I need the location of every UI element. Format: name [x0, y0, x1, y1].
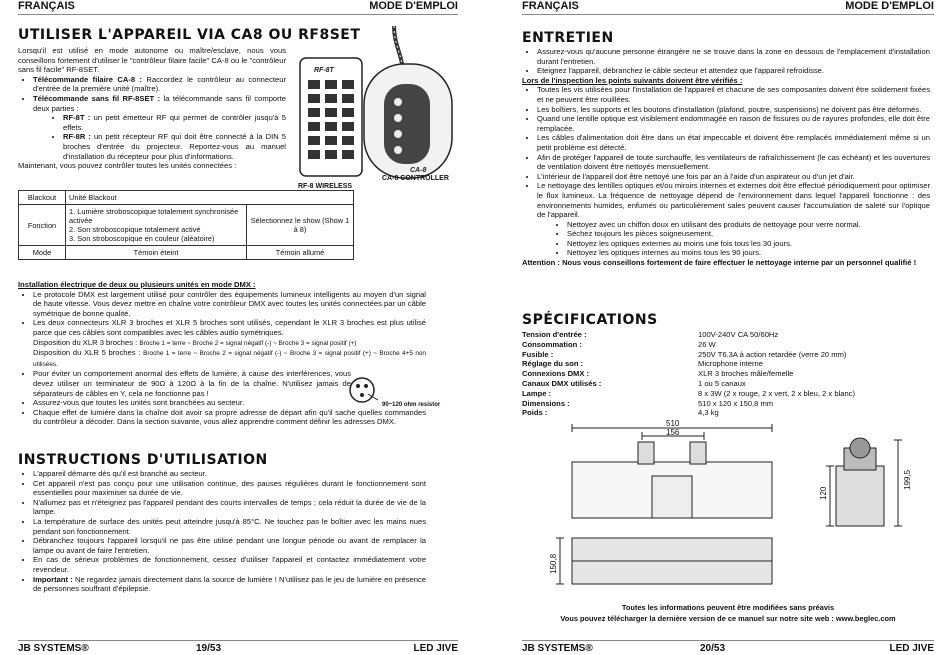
footer-model: LED JIVE	[413, 643, 458, 654]
spec-value: 100V-240V CA 50/60Hz	[698, 330, 779, 339]
list-item: • Séchez toujours les pièces soigneusement.	[567, 229, 930, 239]
connected-units-text: Maintenant, vous pouvez contrôler toutes les unités connectées :	[18, 161, 237, 171]
dimension-510: 510	[666, 419, 680, 428]
spec-row	[522, 399, 930, 409]
list-item: • Assurez-vous que toutes les unités sont branchées au secteur.	[33, 398, 351, 408]
maintenance-block	[522, 47, 930, 268]
spec-key: Poids :	[522, 408, 548, 418]
table-cell: Témoin éteint	[66, 246, 247, 260]
spec-key: Lampe :	[522, 388, 552, 398]
table-row	[19, 246, 354, 260]
footnote-changes: Toutes les informations peuvent être modifiées sans préavis	[621, 603, 835, 612]
list-item: • En cas de sérieux problèmes de fonctionnement, cessez d'utiliser l'appareil et contactez immédiatement votre revendeur.	[33, 555, 426, 574]
page-footer	[18, 640, 458, 655]
dimension-199-5: 199,5	[903, 469, 912, 490]
spec-key: Réglage du son :	[522, 359, 584, 369]
footer-model: LED JIVE	[889, 643, 934, 654]
list-item: • Le protocole DMX est largement utilisé pour contrôler des équipements lumineux intelligents au moyen d'un signal de haute vitesse. Vous devez mettre en chaîne votre contrôleur DMX avec toutes les unités connectées par un câble symétrique de bonne qualité.	[33, 290, 426, 319]
spec-key: Tension d'entrée :	[522, 330, 587, 339]
list-item: • Télécommande filaire CA-8 : Raccordez le contrôleur au connecteur d'entrée de la première unité (maître).	[33, 75, 286, 94]
rf8-brand: RF-8T	[314, 67, 334, 74]
svg-text:90~120 ohm resistor	[382, 402, 441, 408]
inspection-title: Lors de l'inspection les points suivants doivent être vérifiés :	[522, 75, 743, 85]
spec-key: Fusible :	[522, 349, 554, 359]
spec-key: Canaux DMX utilisés :	[522, 378, 602, 388]
list-item: • Nettoyez avec un chiffon doux en utilisant des produits de nettoyage pour verre normal.	[567, 220, 930, 230]
specifications-list	[522, 330, 930, 418]
spec-value: 8 x 3W (2 x rouge, 2 x vert, 2 x bleu, 2 x blanc)	[698, 388, 856, 398]
header-doc-type: MODE D'EMPLOI	[845, 0, 934, 12]
maintenance-list	[522, 47, 930, 76]
spec-value: 510 x 120 x 150,8 mm	[698, 398, 774, 408]
table-cell: Fonction	[19, 205, 66, 246]
left-page	[18, 0, 458, 654]
xlr-terminator-image	[348, 370, 441, 414]
footer-page-number: 19/53	[196, 643, 222, 654]
list-item: • Afin de protéger l'appareil de toute surchauffe, les ventilateurs de rafraîchissement (le cas échéant) et les ouvertures de ventilation doivent être nettoyés mensuellement.	[537, 153, 930, 172]
list-item: • Eteignez l'appareil, débranchez le câble secteur et attendez que l'appareil refroidisse.	[537, 66, 930, 76]
header-doc-type: MODE D'EMPLOI	[369, 0, 458, 12]
spec-row	[522, 359, 930, 369]
spec-row	[522, 369, 930, 379]
footer-brand: JB SYSTEMS®	[18, 643, 89, 654]
blackout-table	[18, 190, 354, 260]
list-item: • Débranchez toujours l'appareil lorsqu'il ne pas être utilisé pendant une longue période ou avant de remplacer la lampe ou avant de faire l'entretien.	[33, 536, 426, 555]
spec-value: 1 ou 5 canaux	[698, 378, 746, 388]
spec-value: 250V T6.3A à action retardée (verre 20 mm)	[698, 349, 847, 359]
instructions-list	[18, 469, 426, 594]
list-item: • N'allumez pas et n'éteignez pas l'appareil pendant des courts intervalles de temps ; cela réduit la durée de vie de la lampe.	[33, 498, 426, 517]
list-item: • Cet appareil n'est pas conçu pour une utilisation continue, des pauses régulières durant le fonctionnement sont essentielles pour maximiser sa durée de vie.	[33, 479, 426, 498]
spec-key: Dimensions :	[522, 398, 570, 408]
footer-page-number: 20/53	[700, 643, 726, 654]
header-language: FRANÇAIS	[522, 0, 579, 12]
dmx-list	[18, 290, 426, 338]
dimension-120: 120	[819, 486, 828, 500]
list-item: • Télécommande sans fil RF-8SET : la télécommande sans fil comporte deux parties : • RF-8T : un petit émetteur RF qui permet de contrôler jusqu'à 5 effets. • RF-8R : un petit récepteur RF qui doit être connecté à la DIN 5 broches d'entrée du projecteur. Reportez-vous au manuel d'installation du récepteur pour plus d'informations.	[33, 94, 286, 161]
dmx-list-2	[18, 369, 351, 407]
list-item: • Assurez-vous qu'aucune personne étrangère ne se trouve dans la zone en dessous de l'emplacement d'installation durant l'entretien.	[537, 47, 930, 66]
table-row	[19, 205, 354, 246]
ca8-controller	[364, 64, 452, 178]
xlr5-line: Disposition du XLR 5 broches : Broche 1 = terre ~ Broche 2 = signal négatif (-) ~ Broche 3 = signal positif (+) ~ Broche 4+5 non utilisées.	[33, 348, 426, 368]
ca8-intro-block	[18, 46, 286, 171]
remote-controllers-image	[294, 22, 454, 190]
xlr3-line: Disposition du XLR 3 broches : Broche 1 = terre ~ Broche 2 = signal négatif (-) ~ Broche 3 = signal positif (+)	[33, 337, 357, 347]
inspection-list	[522, 85, 930, 258]
page-footer	[522, 640, 934, 655]
spec-value: Microphone interne	[698, 359, 764, 369]
spec-value: 4,3 kg	[698, 408, 719, 418]
resistor-label: 90~120 ohm resistor	[382, 402, 441, 408]
list-item: • Quand une lentille optique est visiblement endommagée en raison de fissures ou de rayures profondes, elle doit être remplacée.	[537, 114, 930, 133]
section-title-maintenance: ENTRETIEN	[522, 30, 614, 46]
footnote-download: Vous pouvez télécharger la dernière version de ce manuel sur notre site web : www.beglec.com	[560, 614, 896, 623]
ca8-image-label: CA-8 CONTROLLER	[382, 175, 449, 182]
remote-list	[18, 75, 286, 161]
list-item: • Nettoyez les optiques internes au moins tous les 90 jours.	[567, 248, 930, 258]
spec-value: 26 W	[698, 339, 716, 349]
instructions-block	[18, 469, 426, 594]
dimension-156: 156	[666, 428, 680, 437]
spec-row	[522, 408, 930, 418]
dimension-150-8: 150,8	[549, 553, 558, 574]
rf8-image-label: RF-8 WIRELESS	[298, 183, 353, 190]
table-cell: 1. Lumière stroboscopique totalement synchronisée activée 2. Son stroboscopique totalement activé 3. Son stroboscopique en couleur (aléatoire)	[66, 205, 247, 246]
list-item: • Toutes les vis utilisées pour l'installation de l'appareil et chacune de ses composantes doivent être solidement fixées et ne peuvent être rouillées.	[537, 85, 930, 104]
table-cell: Blackout	[19, 191, 66, 205]
table-cell: Sélectionnez le show (Show 1 à 8)	[247, 205, 354, 246]
intro-text: Lorsqu'il est utilisé en mode autonome ou maître/esclave, nous vous conseillons fortement d'utiliser le "contrôleur filaire facile" CA-8 ou le "contrôleur sans fil facile" RF-8SET.	[18, 46, 286, 75]
list-item: • La température de surface des unités peut atteindre jusqu'à 85°C. Ne touchez pas le boîtier avec les mains nues pendant son fonctionnement.	[33, 517, 426, 536]
right-page	[522, 0, 934, 654]
page-header	[522, 0, 934, 15]
rf8-remote	[300, 58, 362, 176]
list-item: • Les boîtiers, les supports et les boutons d'installation (plafond, poutre, suspensions) ne doivent pas être déformés.	[537, 105, 930, 115]
list-item: • Important : Ne regardez jamais directement dans la source de lumière ! N'utilisez pas le jeu de lumière en présence de personnes souffrant d'épilepsie.	[33, 575, 426, 594]
spec-row	[522, 389, 930, 399]
spec-key: Consommation :	[522, 339, 582, 349]
dimension-drawings	[548, 418, 938, 598]
spec-value: XLR 3 broches mâle/femelle	[698, 369, 794, 379]
spec-row	[522, 340, 930, 350]
list-item: • Chaque effet de lumière dans la chaîne doit avoir sa propre adresse de départ afin qu'il sache quelles commandes du contrôleur à décoder. Dans la section suivante, vous allez apprendre comment définir les adresses DMX.	[33, 408, 426, 427]
table-cell: Unité Blackout	[66, 191, 354, 205]
table-row	[19, 191, 354, 205]
page-header	[18, 0, 458, 15]
spec-row	[522, 379, 930, 389]
list-item: • RF-8T : un petit émetteur RF qui permet de contrôler jusqu'à 5 effets.	[63, 113, 286, 132]
header-language: FRANÇAIS	[18, 0, 75, 12]
section-title-specifications: SPÉCIFICATIONS	[522, 312, 658, 328]
spec-key: Connexions DMX :	[522, 369, 590, 379]
list-item: • Pour éviter un comportement anormal des effets de lumière, à cause des interférences, vous devez utiliser un terminateur de 90Ω à 120Ω à la fin de la chaîne. N'utilisez jamais de séparateurs de câbles en Y, cela ne fonctionne pas !	[33, 369, 351, 398]
table-cell: Mode	[19, 246, 66, 260]
ca8-brand: CA-8	[410, 167, 427, 174]
list-item: • RF-8R : un petit récepteur RF qui doit être connecté à la DIN 5 broches d'entrée du projecteur. Reportez-vous au manuel d'installation du récepteur pour plus d'informations.	[63, 132, 286, 161]
attention-note: Attention : Nous vous conseillons fortement de faire effectuer le nettoyage interne par un personnel qualifié !	[522, 258, 917, 268]
list-item: • Les câbles d'alimentation doit être dans un état impeccable et doivent être remplacés immédiatement même si un petit problème est détecté.	[537, 133, 930, 152]
footer-brand: JB SYSTEMS®	[522, 643, 593, 654]
list-item: • L'appareil démarre dès qu'il est branché au secteur.	[33, 469, 426, 479]
section-title-ca8-rf8set: UTILISER L'APPAREIL VIA CA8 OU RF8SET	[18, 27, 361, 43]
list-item: • Nettoyez les optiques externes au moins une fois tous les 30 jours.	[567, 239, 930, 249]
spec-row	[522, 350, 930, 360]
table-cell: Témoin allumé	[247, 246, 354, 260]
spec-row	[522, 330, 930, 340]
list-item: • Les deux connecteurs XLR 3 broches et XLR 5 broches sont utilisés, cependant le XLR 3 broches est plus utilisé parce que ces câbles sont compatibles avec les câbles audio symétriques.	[33, 318, 426, 337]
list-item: • L'intérieur de l'appareil doit être nettoyé une fois par an à l'aide d'un aspirateur ou d'un jet d'air.	[537, 172, 930, 182]
dmx-title: Installation électrique de deux ou plusieurs unités en mode DMX :	[18, 280, 256, 289]
list-item: • Le nettoyage des lentilles optiques et/ou miroirs internes et externes doit être effectué périodiquement pour optimiser le flux lumineux. La fréquence de nettoyage dépend de l'environnement dans lequel l'appareil fonctionne : des environnements humides, enfumés ou particulièrement sales peuvent causer l'accumulation de saleté sur l'optique de l'appareil. • Nettoyez avec un chiffon doux en utilisant des produits de nettoyage pour verre normal. • Séchez toujours les pièces soigneusement. • Nettoyez les optiques externes au moins une fois tous les 30 jours. • Nettoyez les optiques internes au moins tous les 90 jours.	[537, 181, 930, 258]
section-title-instructions: INSTRUCTIONS D'UTILISATION	[18, 452, 268, 468]
